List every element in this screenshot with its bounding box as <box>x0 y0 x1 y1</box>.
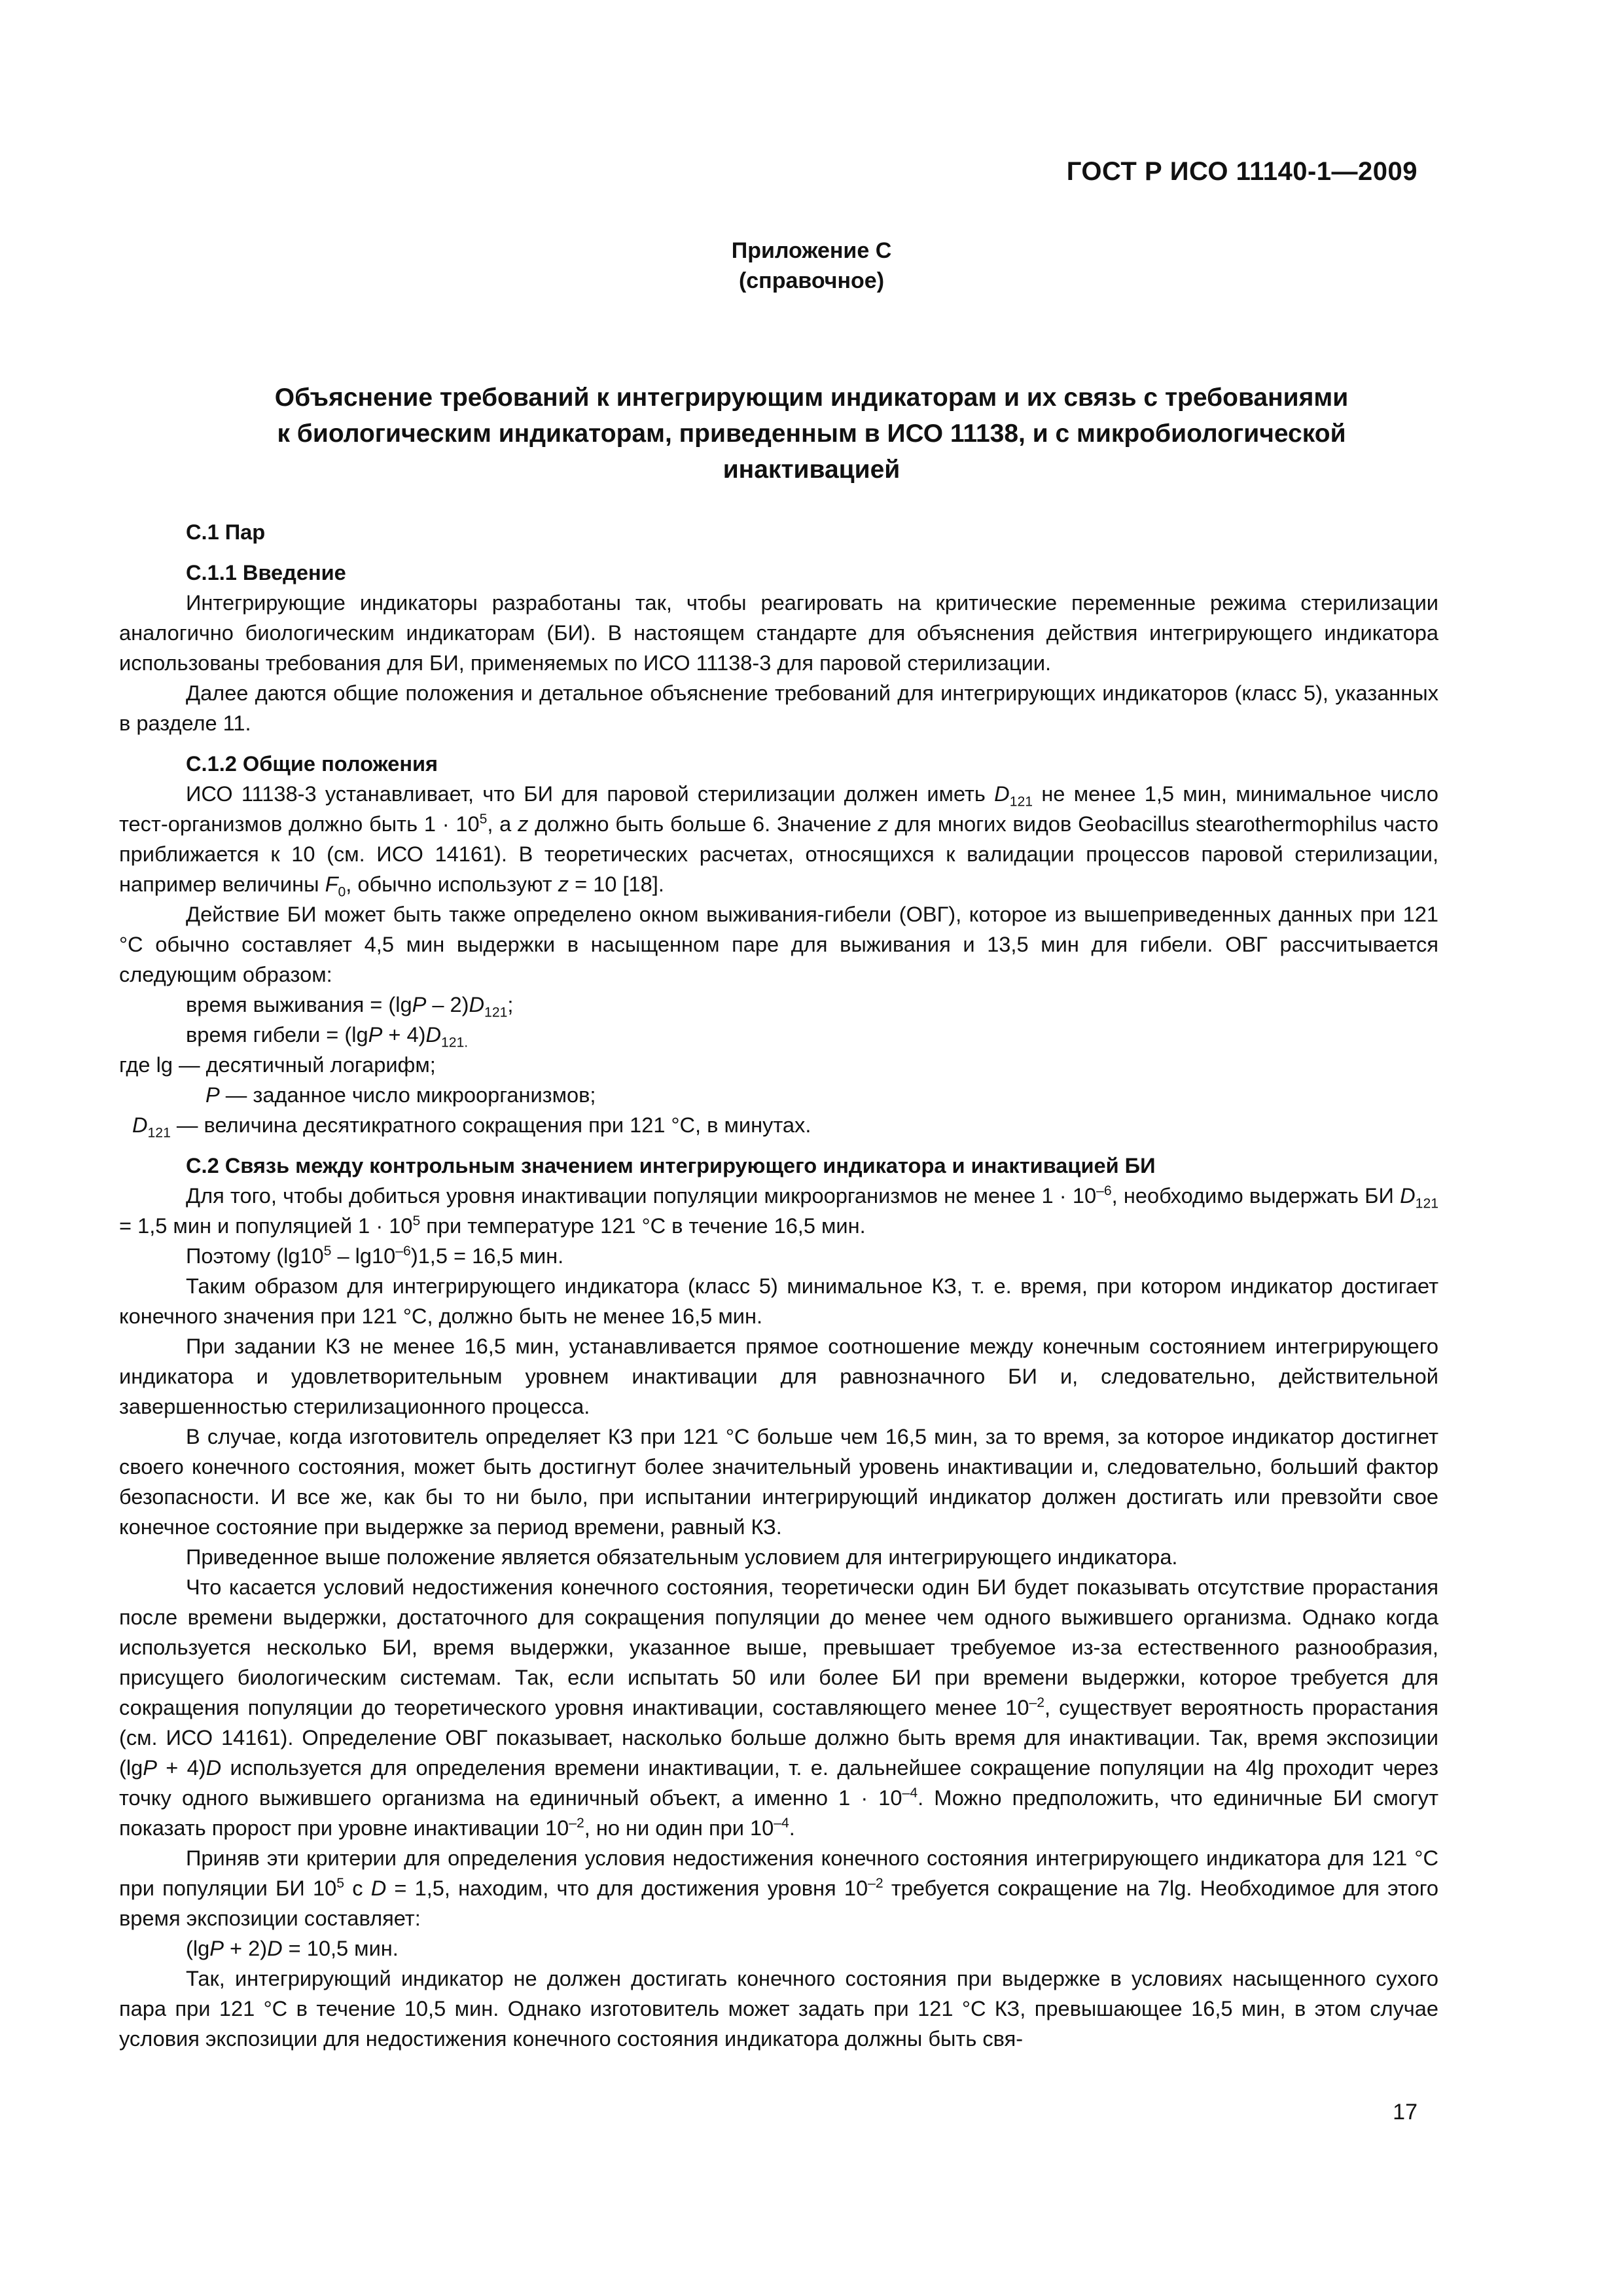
superscript: 5 <box>479 812 488 827</box>
text-run: , а <box>487 812 518 836</box>
superscript: –4 <box>902 1785 918 1801</box>
subsection-heading: С.1.1 Введение <box>186 560 346 584</box>
text-run: — величина десятикратного сокращения при 121 °С, в минутах. <box>170 1113 812 1137</box>
page-number: 17 <box>1393 2100 1418 2125</box>
paragraph: При задании КЗ не менее 16,5 мин, устанавливается прямое соотношение между конечным состоянием интегрирующего индикатора и удовлетворительным уровнем инактивации для равнозначного БИ и, следовательно, действительной завершенностью стерилизационного процесса. <box>119 1334 1438 1418</box>
text-run: = 1,5, находим, что для достижения уровня 10 <box>386 1876 868 1900</box>
text-run: + 4) <box>382 1022 426 1047</box>
formula-exposure <box>119 1933 1438 1964</box>
symbol-z: z <box>558 872 569 896</box>
text-run: , необходимо выдержать БИ <box>1111 1183 1400 1208</box>
text-run: не менее 1,5 мин, минимальное число тест-организмов должно быть 1 · 10 <box>119 781 1438 836</box>
paragraph: Далее даются общие положения и детальное объяснение требований для интегрирующих индикаторов (класс 5), указанных в разделе 11. <box>119 681 1438 735</box>
superscript: –2 <box>569 1816 584 1831</box>
subscript: 121. <box>440 1035 469 1050</box>
symbol-p: P <box>412 992 427 1016</box>
text-run: Приняв эти критерии для определения условия недостижения конечного состояния интегрирующего индикатора для 121 °С при популяции БИ 10 <box>119 1846 1438 1900</box>
paragraph: В случае, когда изготовитель определяет КЗ при 121 °С больше чем 16,5 мин, за то время, за которое индикатор достигнет своего конечного состояния, может быть достигнут более значительный уровень инактивации и, следовательно, больший фактор безопасности. И все же, как бы то ни было, при испытании интегрирующий индикатор должен достигать или превзойти свое конечное состояние при выдержке за период времени, равный КЗ. <box>119 1424 1438 1539</box>
symbol-d: D <box>469 992 485 1016</box>
superscript: –4 <box>774 1816 789 1831</box>
text-run: используется для определения времени инактивации, т. е. дальнейшее сокращение популяции на 4lg проходит через точку одного выжившего организма на единичный объект, а именно 1 · 10 <box>119 1755 1438 1810</box>
text-run: , существует вероятность прорастания (см. ИСО 14161). Определение ОВГ показывает, насколько больше должно быть время для инактивации. Так, время экспозиции (lg <box>119 1695 1438 1780</box>
text-run: – lg10 <box>331 1244 396 1268</box>
document-body <box>119 517 1438 2054</box>
symbol-p: P <box>205 1083 220 1107</box>
definition-p <box>119 1080 1438 1110</box>
text-run: = 10 [18]. <box>569 872 664 896</box>
superscript: –6 <box>1096 1183 1112 1199</box>
appendix-status: (справочное) <box>738 268 885 293</box>
paragraph: Таким образом для интегрирующего индикатора (класс 5) минимальное КЗ, т. е. время, при котором индикатор достигает конечного значения при 121 °С, должно быть не менее 16,5 мин. <box>119 1274 1438 1328</box>
subscript: 0 <box>338 884 346 900</box>
subsection-heading: С.1.2 Общие положения <box>186 751 438 776</box>
paragraph: Действие БИ может быть также определено окном выживания-гибели (ОВГ), которое из вышеприведенных данных при 121 °С обычно составляет 4,5 мин выдержки в насыщенном паре для выживания и 13,5 мин для гибели. ОВГ рассчитывается следующим образом: <box>119 902 1438 986</box>
title-line: к биологическим индикаторам, приведенным в ИСО 11138, и с микробиологической <box>277 420 1346 448</box>
symbol-z: z <box>878 812 889 836</box>
text-run: — заданное число микроорганизмов; <box>219 1083 596 1107</box>
appendix-label: Приложение C <box>731 238 892 263</box>
text-run: должно быть больше 6. Значение <box>528 812 878 836</box>
text-run: + 4) <box>156 1755 206 1780</box>
text-run: + 2) <box>223 1936 268 1960</box>
paragraph: Так, интегрирующий индикатор не должен достигать конечного состояния при выдержке в условиях насыщенного сухого пара при 121 °С в течение 10,5 мин. Однако изготовитель может задать при 121 °С КЗ, превышающее 16,5 мин, в этом случае условия экспозиции для недостижения конечного состояния индикатора должны быть свя- <box>119 1966 1438 2051</box>
text-run: (lg <box>186 1936 210 1960</box>
symbol-d: D <box>425 1022 441 1047</box>
text-run: = 1,5 мин и популяцией 1 · 10 <box>119 1213 413 1238</box>
paragraph <box>119 1572 1438 1843</box>
text-run: время выживания = (lg <box>186 992 412 1016</box>
text-run: . Можно предположить, что единичные БИ смогут показать пророст при уровне инактивации 10 <box>119 1785 1438 1840</box>
title-line: инактивацией <box>722 456 901 484</box>
text-run: , обычно используют <box>346 872 558 896</box>
superscript: 5 <box>336 1876 345 1892</box>
text-run: , но ни один при 10 <box>584 1816 774 1840</box>
symbol-d: D <box>994 781 1010 806</box>
superscript: –2 <box>1029 1695 1045 1711</box>
symbol-d: D <box>132 1113 148 1137</box>
formula-kill <box>119 1020 1438 1050</box>
subscript: 121 <box>1415 1196 1438 1211</box>
superscript: 5 <box>323 1244 332 1259</box>
paragraph: Интегрирующие индикаторы разработаны так, чтобы реагировать на критические переменные режима стерилизации аналогично биологическим индикаторам (БИ). В настоящем стандарте для объяснения действия интегрирующего индикатора использованы требования для БИ, применяемых по ИСО 11138-3 для паровой стерилизации. <box>119 590 1438 675</box>
text-run: )1,5 = 16,5 мин. <box>410 1244 564 1268</box>
standard-designation: ГОСТ Р ИСО 11140-1—2009 <box>1066 157 1418 186</box>
symbol-p: P <box>209 1936 224 1960</box>
paragraph <box>119 1843 1438 1933</box>
superscript: –2 <box>868 1876 883 1892</box>
paragraph <box>119 1241 1438 1271</box>
formula-survival: время выживания = $(\lg P - 2)D_{121}$; <box>186 992 514 1020</box>
section-heading: С.1 Пар <box>186 520 266 544</box>
symbol-p: P <box>368 1022 383 1047</box>
text-run: время гибели = (lg <box>186 1022 368 1047</box>
text-run: . <box>789 1816 795 1840</box>
paragraph <box>119 1181 1438 1241</box>
definition-lg: где lg — десятичный логарифм; <box>119 1052 436 1077</box>
text-run: ИСО 11138-3 устанавливает, что БИ для паровой стерилизации должен иметь <box>186 781 995 806</box>
text-run: Для того, чтобы добиться уровня инактивации популяции микроорганизмов не менее 1 · 10 <box>186 1183 1097 1208</box>
text-run: – 2) <box>426 992 469 1016</box>
text-run: при температуре 121 °С в течение 16,5 мин. <box>420 1213 866 1238</box>
paragraph: Приведенное выше положение является обязательным условием для интегрирующего индикатора. <box>186 1545 1178 1569</box>
text-run: = 10,5 мин. <box>282 1936 399 1960</box>
text-run: для многих видов Geobacillus stearothermophilus часто приближается к 10 (см. ИСО 14161). В теоретических расчетах, относящихся к валидации процессов паровой стерилизации, например величины <box>119 812 1438 896</box>
text-run: Поэтому (lg10 <box>186 1244 324 1268</box>
section-heading: С.2 Связь между контрольным значением интегрирующего индикатора и инактивацией БИ <box>186 1153 1156 1177</box>
paragraph <box>119 779 1438 899</box>
subscript: 121 <box>1009 794 1033 810</box>
text-run: требуется сокращение на 7lg. Необходимое для этого время экспозиции составляет: <box>119 1876 1438 1930</box>
symbol-d: D <box>205 1755 222 1780</box>
symbol-d: D <box>1400 1183 1416 1208</box>
subscript: 121 <box>484 1005 508 1020</box>
appendix-title <box>183 380 1440 488</box>
symbol-d: D <box>267 1936 283 1960</box>
text-run: Что касается условий недостижения конечного состояния, теоретически один БИ будет показывать отсутствие прорастания после времени выдержки, достаточного для сокращения популяции до менее чем одного выжившего организма. Однако когда используется несколько БИ, время выдержки, указанное выше, превышает требуемое из-за естественного разнообразия, присущего биологическим системам. Так, если испытать 50 или более БИ при времени выдержки, которое требуется для сокращения популяции до теоретического уровня инактивации, составляющего менее 10 <box>119 1575 1438 1719</box>
definition-d121 <box>119 1110 1438 1140</box>
symbol-f: F <box>325 872 338 896</box>
subscript: 121 <box>147 1125 171 1141</box>
appendix-heading <box>0 236 1623 296</box>
superscript: –6 <box>395 1244 411 1259</box>
symbol-p: P <box>143 1755 157 1780</box>
title-line: Объяснение требований к интегрирующим индикаторам и их связь с требованиями <box>274 384 1349 412</box>
text-run: с <box>344 1876 371 1900</box>
symbol-z: z <box>518 812 529 836</box>
superscript: 5 <box>412 1213 421 1229</box>
symbol-d: D <box>370 1876 387 1900</box>
